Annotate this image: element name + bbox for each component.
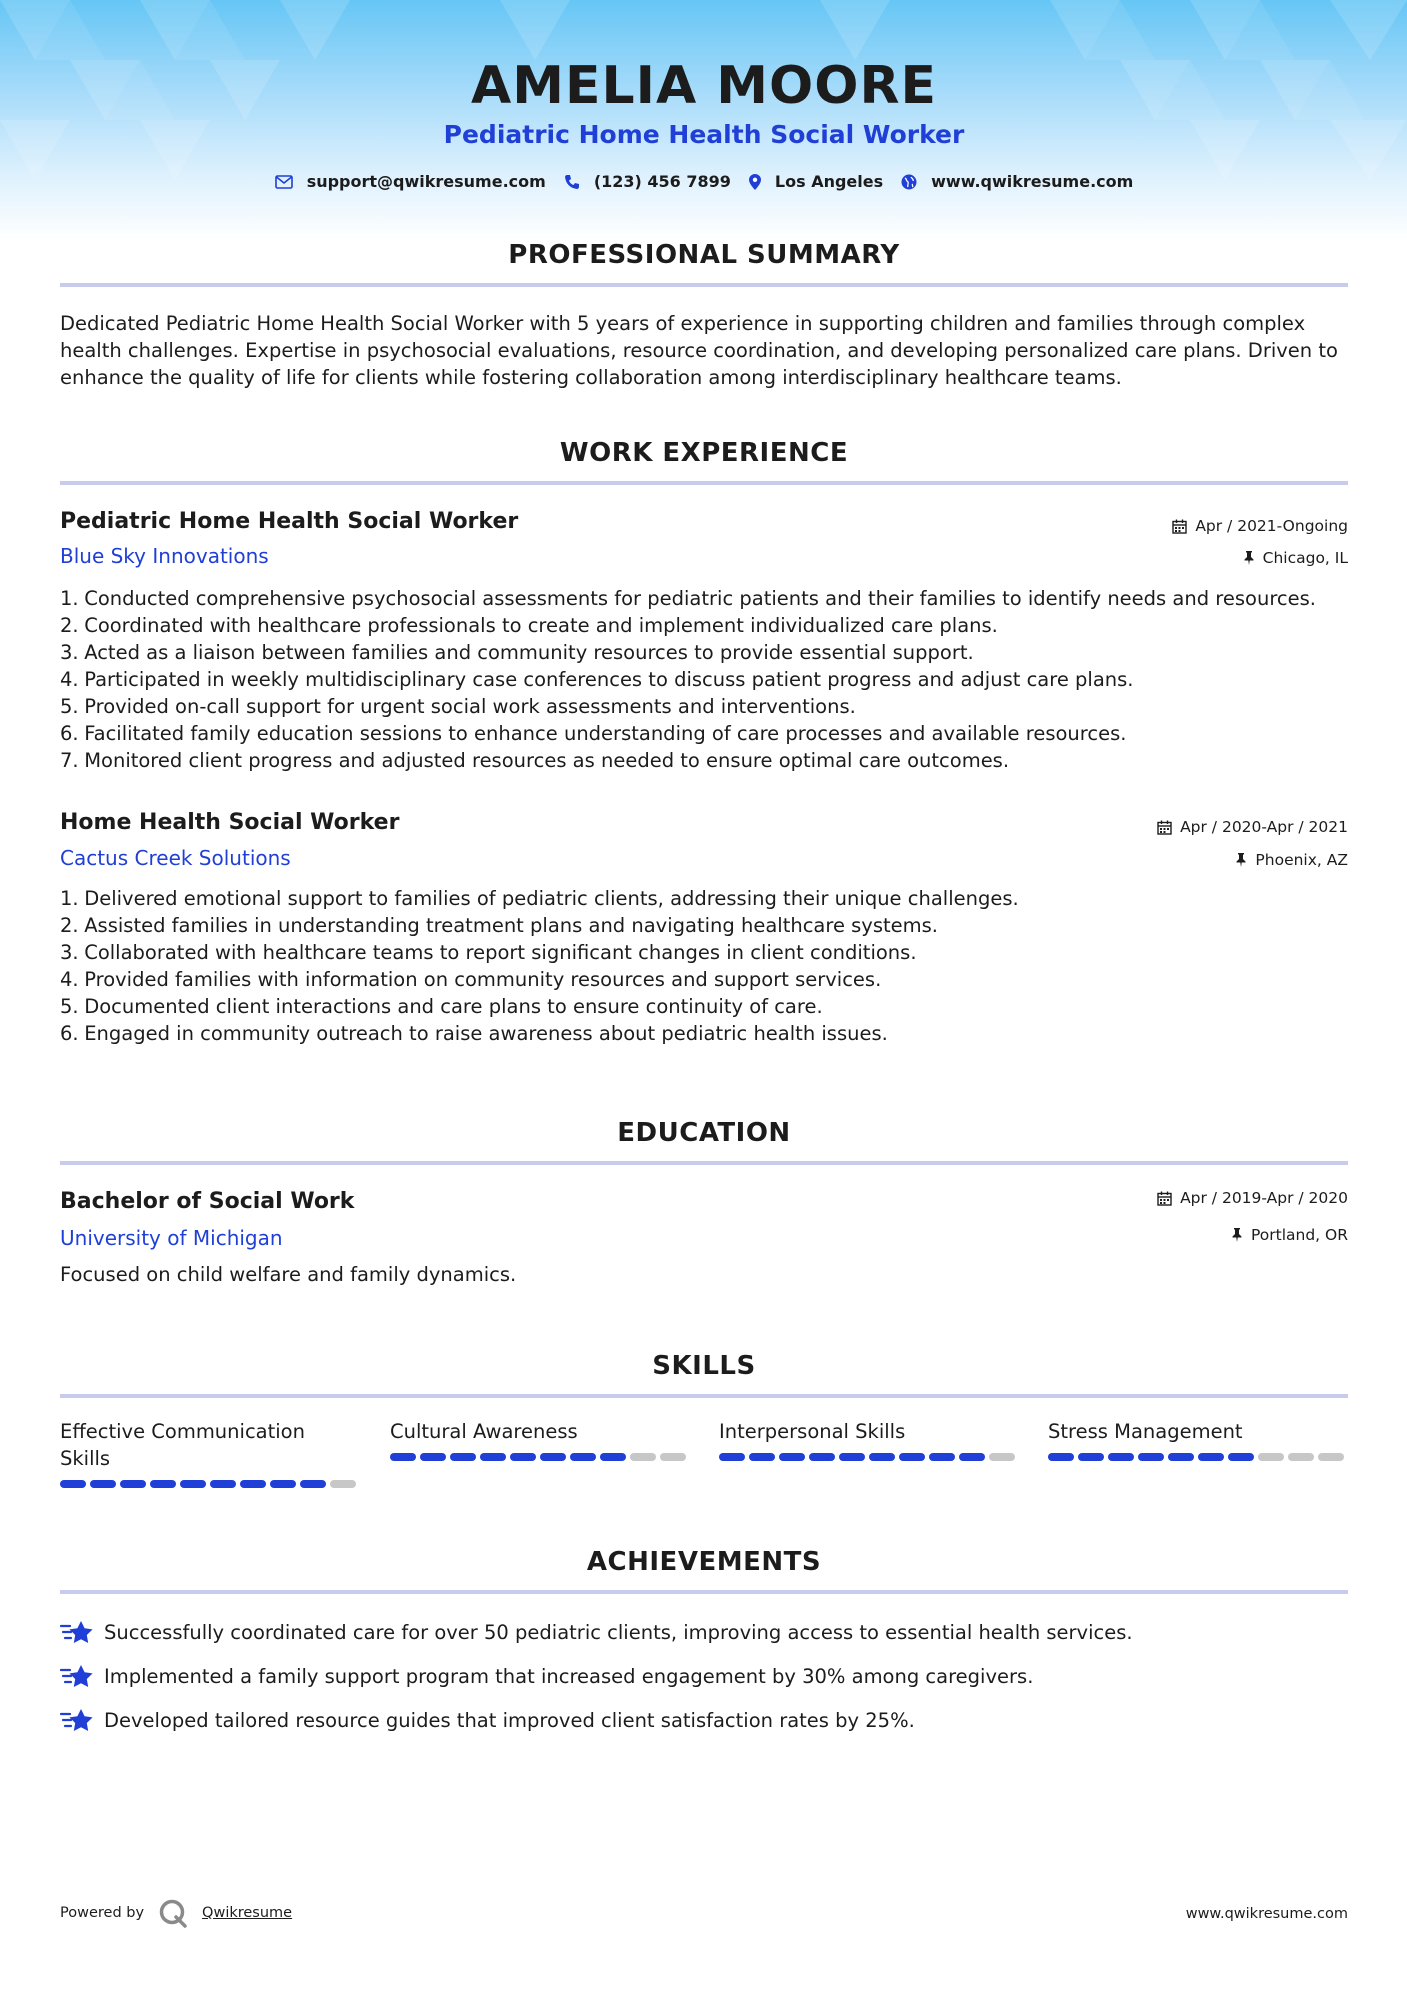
skill-level-segment <box>210 1480 236 1488</box>
achievement-item <box>60 1661 1348 1691</box>
skill-level-segment <box>660 1453 686 1461</box>
job-bullets <box>60 585 1348 774</box>
skill-level-bar <box>60 1480 360 1488</box>
contact-phone[interactable] <box>564 172 731 191</box>
skill-level-segment <box>1228 1453 1254 1461</box>
summary-heading: PROFESSIONAL SUMMARY <box>508 240 900 270</box>
skill-level-bar <box>719 1453 1019 1461</box>
achievement-text: Implemented a family support program that increased engagement by 30% among caregivers. <box>104 1664 1034 1688</box>
skill-level-segment <box>240 1480 266 1488</box>
skill-level-segment <box>929 1453 955 1461</box>
email-text: support@qwikresume.com <box>306 172 546 191</box>
skill-level-segment <box>1168 1453 1194 1461</box>
calendar-icon <box>1157 1191 1172 1206</box>
skill-name: Effective Communication Skills <box>60 1420 305 1470</box>
phone-icon <box>564 174 580 190</box>
skill-level-segment <box>450 1453 476 1461</box>
achievement-text: Successfully coordinated care for over 50 pediatric clients, improving access to essential health services. <box>104 1620 1133 1644</box>
powered-by-label: Powered by <box>60 1905 145 1921</box>
website-text: www.qwikresume.com <box>931 172 1134 191</box>
company-name: Blue Sky Innovations <box>60 544 269 568</box>
skill-level-bar <box>1048 1453 1348 1461</box>
list-item: 6. Facilitated family education sessions to enhance understanding of care processes and available resources. <box>60 722 1127 745</box>
job-location <box>1243 547 1348 569</box>
skill-level-segment <box>480 1453 506 1461</box>
qwikresume-logo-icon <box>158 1898 188 1928</box>
footer-website[interactable]: www.qwikresume.com <box>1185 1906 1348 1922</box>
skill-level-segment <box>899 1453 925 1461</box>
skill-level-segment <box>120 1480 146 1488</box>
contact-email[interactable] <box>275 172 546 191</box>
skill-item <box>719 1418 1019 1461</box>
skill-level-segment <box>959 1453 985 1461</box>
list-item: 5. Provided on-call support for urgent social work assessments and interventions. <box>60 695 856 718</box>
skill-level-segment <box>1288 1453 1314 1461</box>
job-title: Pediatric Home Health Social Worker <box>60 509 519 534</box>
achievement-text: Developed tailored resource guides that improved client satisfaction rates by 25%. <box>104 1708 915 1732</box>
job-location <box>1235 849 1348 871</box>
skill-level-segment <box>180 1480 206 1488</box>
company-name: Cactus Creek Solutions <box>60 846 291 870</box>
pushpin-icon <box>1235 853 1247 867</box>
job-dates-text: Apr / 2020-Apr / 2021 <box>1180 818 1348 836</box>
skill-level-segment <box>60 1480 86 1488</box>
list-item: 2. Coordinated with healthcare professionals to create and implement individualized care plans. <box>60 614 998 637</box>
calendar-icon <box>1172 519 1187 534</box>
education-location <box>1231 1224 1348 1246</box>
skill-level-segment <box>300 1480 326 1488</box>
skill-level-segment <box>330 1480 356 1488</box>
education-heading: EDUCATION <box>617 1118 791 1148</box>
school-name: University of Michigan <box>60 1226 283 1250</box>
job-location-text: Phoenix, AZ <box>1255 851 1348 869</box>
list-item: 3. Acted as a liaison between families and community resources to provide essential support. <box>60 641 974 664</box>
achievement-item <box>60 1617 1348 1647</box>
skill-level-segment <box>270 1480 296 1488</box>
pushpin-icon <box>1231 1228 1243 1242</box>
skill-level-segment <box>90 1480 116 1488</box>
list-item: 7. Monitored client progress and adjusted resources as needed to ensure optimal care outcomes. <box>60 749 1010 772</box>
skill-level-bar <box>390 1453 690 1461</box>
skills-heading: SKILLS <box>652 1351 756 1381</box>
job-bullets <box>60 885 1348 1047</box>
skill-level-segment <box>150 1480 176 1488</box>
envelope-icon <box>275 175 293 189</box>
skill-level-segment <box>1078 1453 1104 1461</box>
skill-level-segment <box>510 1453 536 1461</box>
skill-item <box>60 1418 360 1488</box>
skill-level-segment <box>809 1453 835 1461</box>
list-item: 3. Collaborated with healthcare teams to report significant changes in client conditions. <box>60 941 917 964</box>
summary-divider <box>60 283 1348 287</box>
list-item: 6. Engaged in community outreach to raise awareness about pediatric health issues. <box>60 1022 888 1045</box>
candidate-name: AMELIA MOORE <box>470 56 938 116</box>
job-dates-text: Apr / 2021-Ongoing <box>1195 517 1348 535</box>
skill-level-segment <box>630 1453 656 1461</box>
skill-level-segment <box>839 1453 865 1461</box>
list-item: 2. Assisted families in understanding treatment plans and navigating healthcare systems. <box>60 914 939 937</box>
degree-title: Bachelor of Social Work <box>60 1189 355 1214</box>
skill-name: Cultural Awareness <box>390 1420 578 1443</box>
skill-level-segment <box>779 1453 805 1461</box>
education-dates <box>1157 1187 1348 1209</box>
job-title: Home Health Social Worker <box>60 810 400 835</box>
contact-website[interactable] <box>901 172 1133 191</box>
candidate-role: Pediatric Home Health Social Worker <box>443 120 965 149</box>
map-pin-icon <box>749 174 761 190</box>
job-dates <box>1157 816 1348 838</box>
skill-name: Stress Management <box>1048 1420 1243 1443</box>
skill-level-segment <box>420 1453 446 1461</box>
skill-name: Interpersonal Skills <box>719 1420 906 1443</box>
skill-level-segment <box>749 1453 775 1461</box>
summary-text: Dedicated Pediatric Home Health Social Worker with 5 years of experience in supporting children and families through complex health challenges. Expertise in psychosocial evaluations, resource coordination, and developing personalized care plans. Driven to enhance the quality of life for clients while fostering collaboration among interdisciplinary healthcare teams. <box>60 312 1338 389</box>
skill-item <box>1048 1418 1348 1461</box>
achievements-divider <box>60 1590 1348 1594</box>
skill-level-segment <box>1198 1453 1224 1461</box>
experience-heading: WORK EXPERIENCE <box>559 438 849 468</box>
skill-level-segment <box>1108 1453 1134 1461</box>
achievement-item <box>60 1705 1348 1735</box>
contact-location <box>749 172 883 191</box>
education-dates-text: Apr / 2019-Apr / 2020 <box>1180 1189 1348 1207</box>
skill-level-segment <box>989 1453 1015 1461</box>
skill-level-segment <box>869 1453 895 1461</box>
contact-bar <box>60 172 1348 191</box>
experience-divider <box>60 481 1348 485</box>
list-item: 5. Documented client interactions and care plans to ensure continuity of care. <box>60 995 823 1018</box>
calendar-icon <box>1157 820 1172 835</box>
skill-level-segment <box>600 1453 626 1461</box>
job-dates <box>1172 515 1348 537</box>
star-icon <box>60 1705 94 1735</box>
job-location-text: Chicago, IL <box>1262 549 1348 567</box>
star-icon <box>60 1661 94 1691</box>
list-item: 4. Participated in weekly multidisciplinary case conferences to discuss patient progress and adjust care plans. <box>60 668 1134 691</box>
star-icon <box>60 1617 94 1647</box>
skill-level-segment <box>1138 1453 1164 1461</box>
education-divider <box>60 1161 1348 1165</box>
list-item: 1. Delivered emotional support to families of pediatric clients, addressing their unique challenges. <box>60 887 1019 910</box>
list-item: 4. Provided families with information on community resources and support services. <box>60 968 882 991</box>
footer-powered-by <box>60 1898 292 1928</box>
skill-item <box>390 1418 690 1461</box>
qwikresume-link[interactable]: Qwikresume <box>202 1905 293 1921</box>
skill-level-segment <box>1318 1453 1344 1461</box>
list-item: 1. Conducted comprehensive psychosocial assessments for pediatric patients and their families to identify needs and resources. <box>60 587 1316 610</box>
skill-level-segment <box>719 1453 745 1461</box>
education-location-text: Portland, OR <box>1250 1226 1348 1244</box>
skill-level-segment <box>1258 1453 1284 1461</box>
skill-level-segment <box>570 1453 596 1461</box>
skill-level-segment <box>390 1453 416 1461</box>
skill-level-segment <box>540 1453 566 1461</box>
skills-divider <box>60 1394 1348 1398</box>
skill-level-segment <box>1048 1453 1074 1461</box>
phone-text: (123) 456 7899 <box>593 172 731 191</box>
achievements-heading: ACHIEVEMENTS <box>586 1547 822 1577</box>
pushpin-icon <box>1243 551 1255 565</box>
education-description: Focused on child welfare and family dynamics. <box>60 1263 517 1286</box>
location-text: Los Angeles <box>774 172 884 191</box>
globe-icon <box>901 174 917 190</box>
